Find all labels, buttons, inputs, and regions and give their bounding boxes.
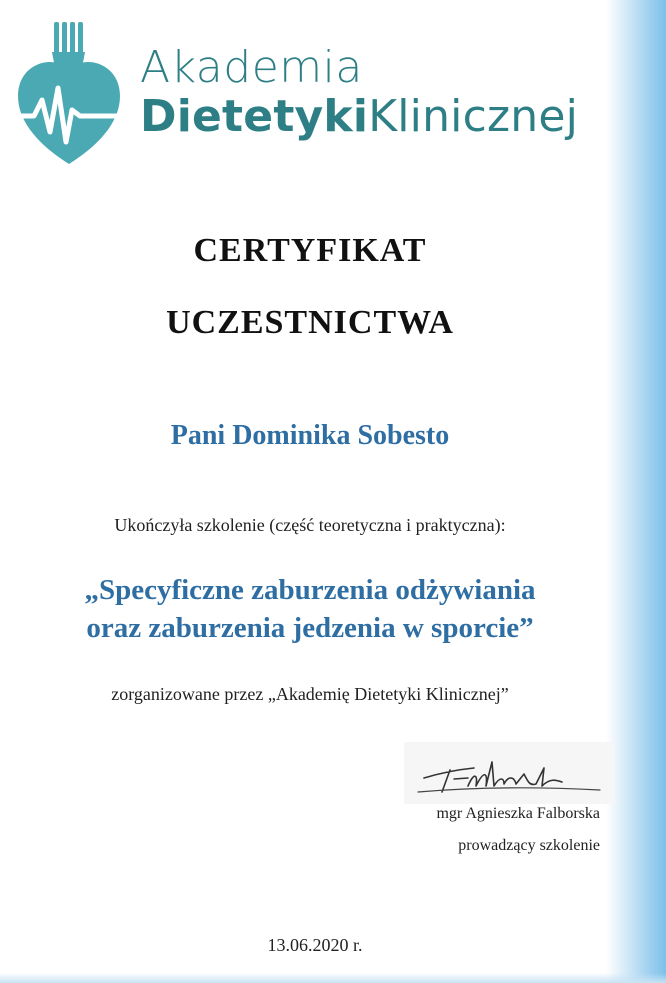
signature xyxy=(404,742,614,804)
recipient-name: Pani Dominika Sobesto xyxy=(170,420,450,451)
certificate-date: 13.06.2020 r. xyxy=(267,935,363,955)
logo-line1: Akademia xyxy=(140,42,363,93)
logo-line2 xyxy=(140,92,578,142)
logo-text xyxy=(140,44,578,142)
heart-fork-pulse-icon xyxy=(14,18,132,166)
signer-name: mgr Agnieszka Falborska xyxy=(436,805,600,822)
completed-text: Ukończyła szkolenie (część teoretyczna i praktyczna): xyxy=(114,515,506,535)
logo-line2-bold: Dietetyki xyxy=(140,91,369,142)
logo-line2-regular: Klinicznej xyxy=(368,91,579,142)
page-edge-shadow xyxy=(606,0,666,983)
signature-scribble xyxy=(404,742,614,804)
certificate-title-line2: UCZESTNICTWA xyxy=(166,304,454,341)
course-title-line2: oraz zaburzenia jedzenia w sporcie” xyxy=(86,612,534,644)
course-title-line1: „Specyficzne zaburzenia odżywiania xyxy=(84,574,536,606)
page-bottom-shadow xyxy=(0,973,666,983)
signer-role: prowadzący szkolenie xyxy=(458,837,600,854)
certificate-title-line1: CERTYFIKAT xyxy=(193,232,427,269)
logo xyxy=(14,14,614,166)
organized-by-text: zorganizowane przez „Akademię Dietetyki Klinicznej” xyxy=(111,684,509,704)
